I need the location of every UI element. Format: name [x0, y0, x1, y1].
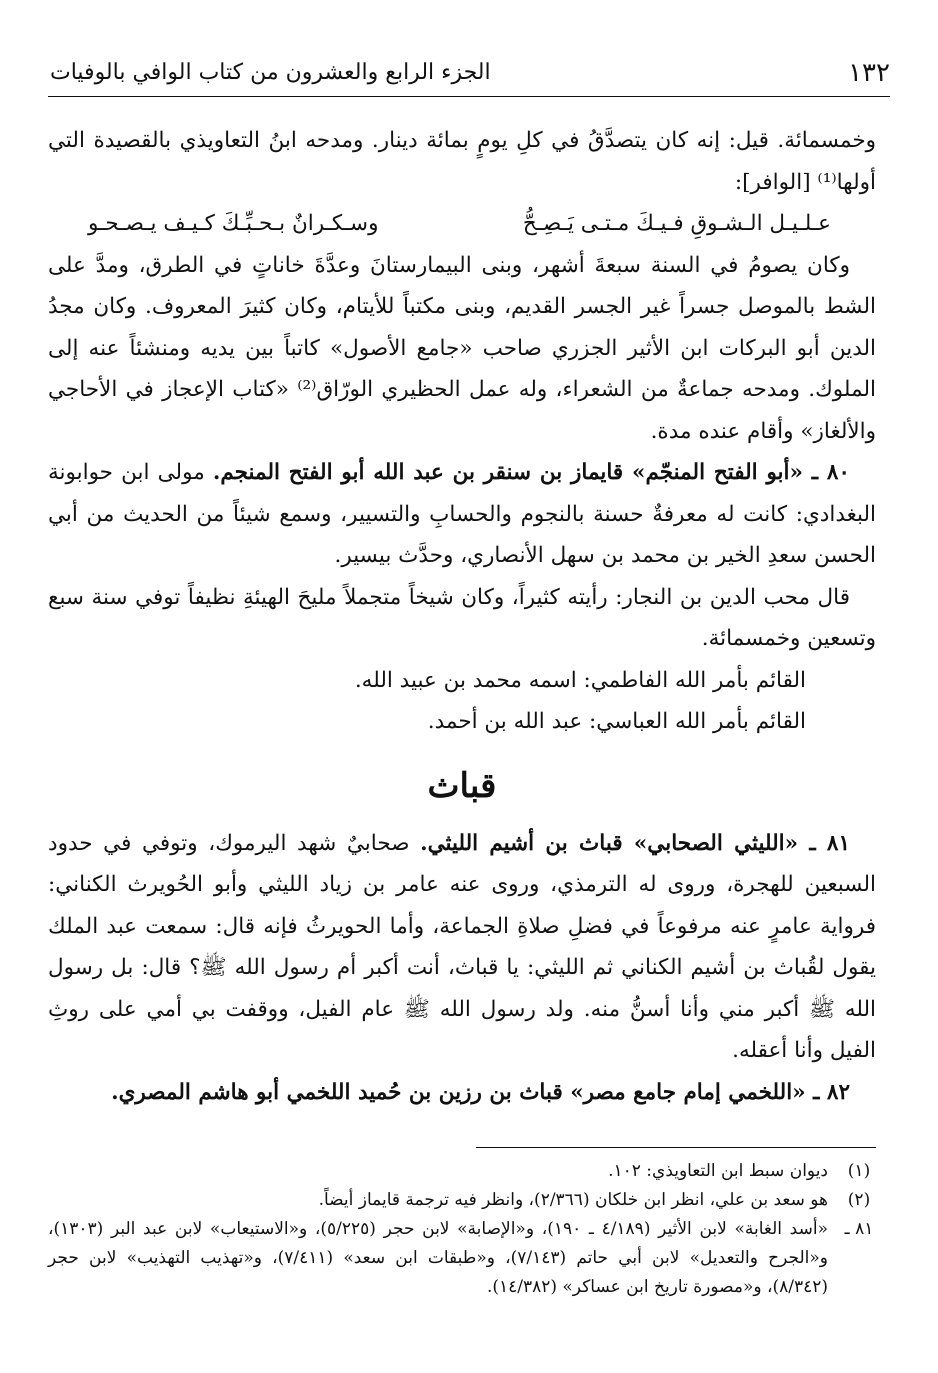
footnote-text: هو سعد بن علي، انظر ابن خلكان (٢/٣٦٦)، وانظر فيه ترجمة قايماز أيضاً.: [318, 1190, 828, 1210]
verse-hemistich-first: عـلـيـل الـشـوقِ فـيـكَ مـتـى يَـصِـحُّ: [522, 211, 831, 236]
cross-reference: القائم بأمر الله الفاطمي: اسمه محمد بن عبيد الله.: [354, 667, 806, 693]
cross-reference: القائم بأمر الله العباسي: عبد الله بن أحمد.: [427, 709, 806, 734]
footnote-label: (٢): [847, 1190, 871, 1210]
footnote: [48, 1186, 890, 1215]
page-header: [50, 58, 890, 94]
section-heading: قباث: [427, 765, 497, 806]
poem-verse: [48, 203, 876, 245]
main-text: [48, 120, 876, 1113]
footnote-text: ديوان سبط ابن التعاويذي: ١٠٢.: [608, 1161, 828, 1181]
footnote: [48, 1157, 890, 1186]
page-number: ١٣٢: [848, 58, 890, 88]
paragraph: وكان يصومُ في السنة سبعةَ أشهر، وبنى البيمارستانَ وعدَّةَ خاناتٍ في الطرق، ومدَّ على الشط بالموصل جسراً غير الجسر القديم، وبنى مكتباً للأيتام، وكان كثيرَ المعروف. وكان مجدُ الدين أبو البركات ابن الأثير الجزري صاحب «جامع الأصول» كاتباً بين يديه ومنشئاً عنه إلى الملوك. ومدحه جماعةٌ من الشعراء، وله عمل الحظيري الورّاق⁽²⁾ «كتاب الإعجاز في الأحاجي والألغاز» وأقام عنده مدة.: [48, 252, 876, 444]
running-title: الجزء الرابع والعشرون من كتاب الوافي بالوفيات: [50, 60, 491, 85]
entry-81: [48, 823, 876, 1072]
entry-82: [48, 1072, 876, 1114]
footnotes: [48, 1157, 890, 1302]
footnote-label: (١): [847, 1161, 871, 1181]
entry-heading: ٨١ ـ «الليثي الصحابي» قباث بن أشيم الليثي.: [420, 830, 850, 856]
footnote-label: ٨١ ـ: [844, 1219, 874, 1239]
entry-text: مولى ابن حوابونة البغدادي: كانت له معرفةٌ حسنة بالنجوم والحسابِ والتسيير، وسمع شيئاً من الحديث من أبي الحسن سعدِ الخير بن محمد بن سهل الأنصاري، وحدَّث بيسير.: [48, 460, 876, 568]
entry-80: [48, 452, 876, 577]
paragraph: وخمسمائة. قيل: إنه كان يتصدَّقُ في كلِ يومٍ بمائة دينار. ومدحه ابنُ التعاويذي بالقصيدة التي أولها⁽¹⁾ [الوافر]:: [48, 128, 876, 195]
entry-heading: ٨٠ ـ «أبو الفتح المنجّم» قايماز بن سنقر بن عبد الله أبو الفتح المنجم.: [212, 460, 850, 485]
footnote: [48, 1215, 890, 1302]
paragraph: قال محب الدين بن النجار: رأيته كثيراً، وكان شيخاً متجملاً مليحَ الهيئةِ نظيفاً توفي سنة سبع وتسعين وخمسمائة.: [48, 584, 876, 651]
footnote-rule: [476, 1147, 876, 1148]
entry-heading: ٨٢ ـ «اللخمي إمام جامع مصر» قباث بن رزين بن حُميد اللخمي أبو هاشم المصري.: [111, 1079, 850, 1105]
verse-hemistich-second: وسـكـرانٌ بـحـبِّـكَ كـيـف يـصـحـو: [88, 211, 379, 236]
footnote-text: «أسد الغابة» لابن الأثير (٤/١٨٩ ـ ١٩٠)، و«الإصابة» لابن حجر (٥/٢٢٥)، و«الاستيعاب» لابن عبد البر (١٣٠٣)، و«الجرح والتعديل» لابن أبي حاتم (٧/١٤٣)، و«طبقات ابن سعد» (٧/٤١١)، و«تهذيب التهذيب» لابن حجر (٨/٣٤٢)، و«مصورة تاريخ ابن عساكر» (١٤/٣٨٢).: [48, 1219, 829, 1297]
header-rule: [48, 96, 890, 97]
entry-text: صحابيٌ شهد اليرموك، وتوفي في حدود السبعين للهجرة، وروى له الترمذي، وروى عنه عامر بن زياد الليثي وأبو الحُويرث الكناني: فرواية عامرٍ عنه مرفوعاً في فضلِ صلاةِ الجماعة، وأما الحويرثُ فإنه قال: سمعت عبد الملك يقول لقُباث بن أشيم الكناني ثم الليثي: يا قباث، أنت أكبر أم رسول الله ﷺ؟ قال: بل رسول الله ﷺ أكبر مني وأنا أسنُّ منه. ولد رسول الله ﷺ عام الفيل، ووقفت بي أمي على روثِ الفيل وأنا أعقله.: [48, 830, 876, 1063]
